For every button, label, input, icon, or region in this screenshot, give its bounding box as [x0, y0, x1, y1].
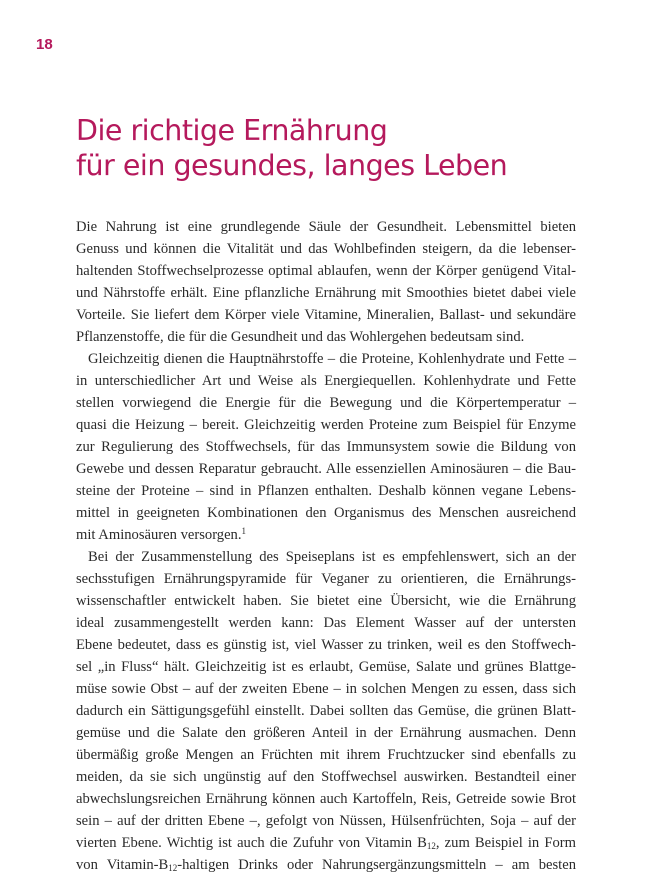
text-line: wissenschaftler entwickelt haben. Sie bietet eine Übersicht, wie die Ernährung: [76, 593, 576, 609]
text-line: Pflanzenstoffe, die für die Gesundheit und das Wohlergehen bedeutsam sind.: [76, 329, 525, 345]
chapter-title-line-1: Die richtige Ernährung: [76, 114, 388, 147]
text-line: steine der Proteine – sind in Pflanzen enthalten. Deshalb können vegane Lebens-: [76, 483, 576, 499]
text-line: ideal zusammengestellt werden kann: Das Element Wasser auf der untersten: [76, 615, 576, 631]
footnote-marker: 1: [241, 526, 247, 536]
page-number: 18: [36, 36, 53, 53]
chapter-title: [76, 113, 507, 183]
text-line: mittel in geeigneten Kombinationen den Organismus des Menschen ausreichend: [76, 505, 576, 521]
text-line: in unterschiedlicher Art und Weise als Energiequellen. Kohlenhydrate und Fette: [76, 373, 576, 389]
text-line: übermäßig große Mengen an Früchten mit ihrem Fruchtzucker sind ebenfalls zu: [76, 747, 576, 763]
text-line: Gewebe und dessen Reparatur gebraucht. Alle essenziellen Aminosäuren – die Bau-: [76, 461, 576, 477]
text-line: quasi die Heizung – bereit. Gleichzeitig werden Proteine zum Beispiel für Enzyme: [76, 417, 576, 433]
text-line: gemüse und die Salate den größeren Anteil in der Ernährung ausmachen. Denn: [76, 725, 576, 741]
text-line: zur Regulierung des Stoffwechsels, für das Immunsystem sowie die Bildung von: [76, 439, 576, 455]
text-line: und Nährstoffe erhält. Eine pflanzliche Ernährung mit Smoothies bietet dabei viele: [76, 285, 576, 301]
text-line: haltenden Stoffwechselprozesse optimal ablaufen, wenn der Körper genügend Vital-: [76, 263, 576, 279]
text-line: sein – auf der dritten Ebene –, gefolgt von Nüssen, Hülsenfrüchten, Soja – auf der: [76, 813, 576, 829]
text-line: sechsstufigen Ernährungspyramide für Veganer zu orientieren, die Ernährungs-: [76, 571, 576, 587]
text-line: meiden, da sie sich ungünstig auf den Stoffwechsel auswirken. Bestandteil einer: [76, 769, 576, 785]
subscript: 12: [168, 863, 178, 873]
text-line: sel „in Fluss“ hält. Gleichzeitig ist es erlaubt, Gemüse, Salate und grünes Blattge-: [76, 659, 576, 675]
text-line-content: -haltigen Drinks oder Nahrungsergänzungsmitteln – am besten: [177, 857, 576, 873]
text-line: Ebene bedeutet, dass es günstig ist, viel Wasser zu trinken, weil es den Stoffwech-: [76, 637, 576, 653]
text-line-content: vierten Ebene. Wichtig ist auch die Zufuhr von Vitamin B: [76, 835, 427, 851]
text-line: stellen vorwiegend die Energie für die Bewegung und die Körpertemperatur –: [76, 395, 576, 411]
text-line: müse sowie Obst – auf der zweiten Ebene – in solchen Mengen zu essen, dass sich: [76, 681, 576, 697]
text-line-content: mit Aminosäuren versorgen.: [76, 527, 242, 543]
text-line: Vorteile. Sie liefert dem Körper viele Vitamine, Mineralien, Ballast- und sekundäre: [76, 307, 576, 323]
text-line: abwechslungsreichen Ernährung können auch Kartoffeln, Reis, Getreide sowie Brot: [76, 791, 576, 807]
text-line-content: , zum Beispiel in Form: [435, 835, 576, 851]
text-line: Bei der Zusammenstellung des Speiseplans ist es empfehlenswert, sich an der: [88, 549, 576, 565]
text-line: [76, 854, 576, 876]
text-line: dadurch ein Sättigungsgefühl einstellt. Dabei sollten das Gemüse, die grünen Blatt-: [76, 703, 576, 719]
text-line-content: von Vitamin-B: [76, 857, 169, 873]
subscript: 12: [426, 841, 436, 851]
text-line: Die Nahrung ist eine grundlegende Säule der Gesundheit. Lebensmittel bieten: [76, 219, 576, 235]
body-text: [76, 216, 576, 876]
text-line: [76, 524, 576, 546]
text-line: [76, 832, 576, 854]
text-line: Gleichzeitig dienen die Hauptnährstoffe – die Proteine, Kohlenhydrate und Fette –: [88, 351, 576, 367]
text-line: Genuss und können die Vitalität und das Wohlbefinden steigern, da die lebenser-: [76, 241, 576, 257]
chapter-title-line-2: für ein gesundes, langes Leben: [76, 149, 508, 182]
